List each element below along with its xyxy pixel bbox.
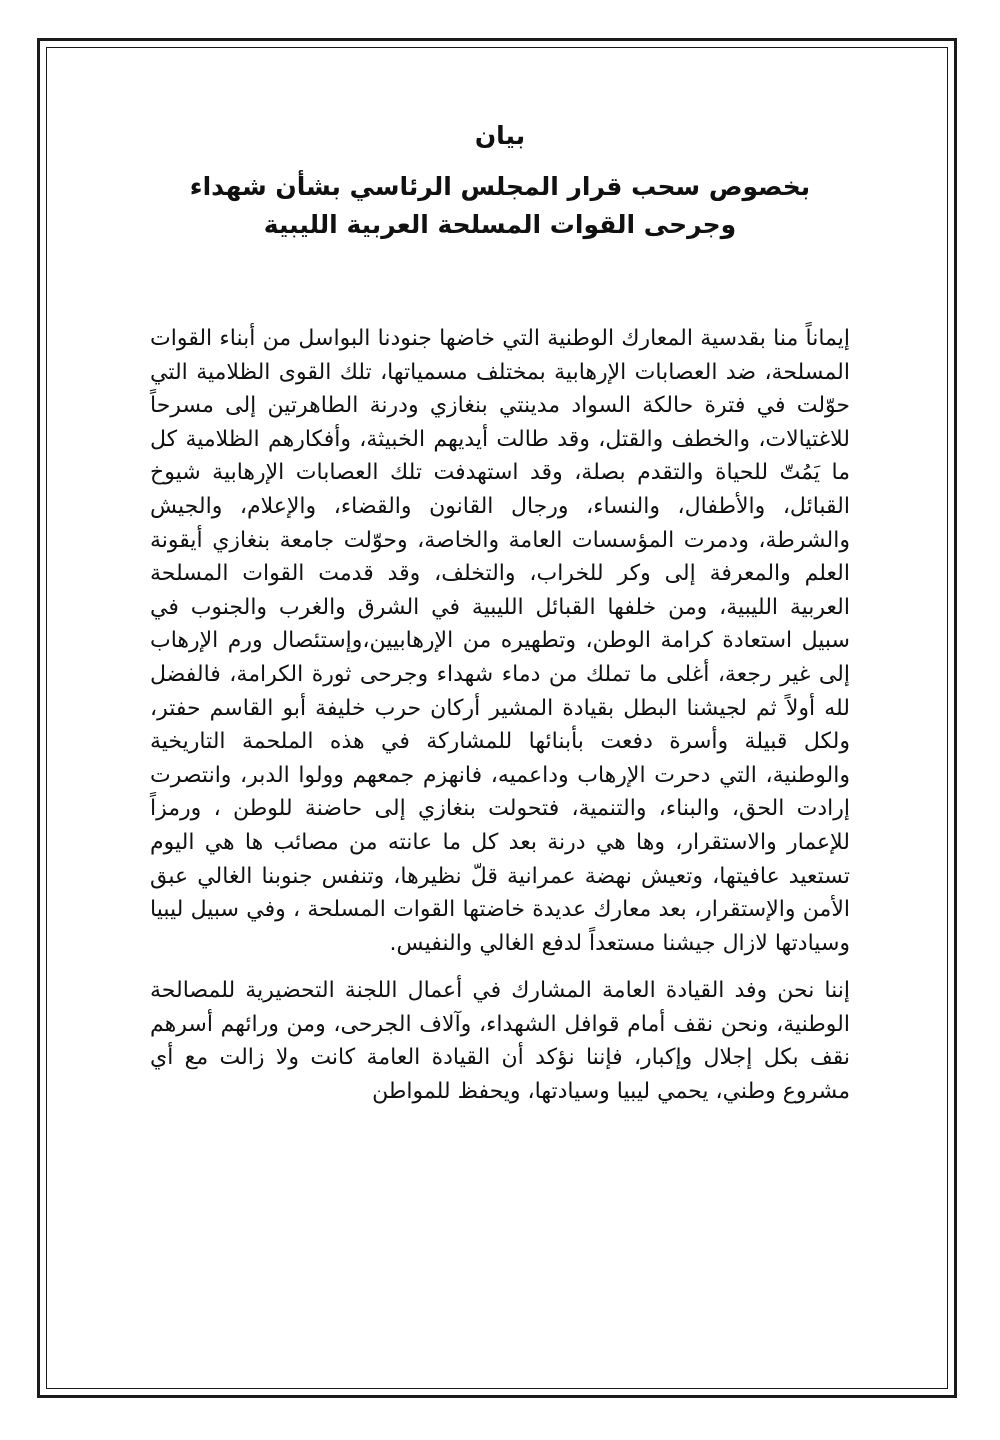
- paragraph-2: إننا نحن وفد القيادة العامة المشارك في أعمال اللجنة التحضيرية للمصالحة الوطنية، ونحن نقف أمام قوافل الشهداء، وآلاف الجرحى، ومن ورائهم أسرهم نقف بكل إجلال وإكبار، فإننا نؤكد أن القيادة العامة كانت ولا زالت مع أي مشروع وطني، يحمي ليبيا وسيادتها، ويحفظ للمواطن: [150, 978, 850, 1105]
- document-title: بيان: [474, 121, 526, 150]
- paragraph-1: إيماناً منا بقدسية المعارك الوطنية التي خاضها جنودنا البواسل من أبناء القوات المسلحة، ضد العصابات الإرهابية بمختلف مسمياتها، تلك القوى الظلامية التي حوّلت في فترة حالكة السواد مدينتي بنغازي ودرنة الطاهرتين إلى مسرحاً للاغتيالات، والخطف والقتل، وقد طالت أيديهم الخبيثة، وأفكارهم الظلامية كل ما يَمُتّ للحياة والتقدم بصلة، وقد استهدفت تلك العصابات الإرهابية شيوخ القبائل، والأطفال، والنساء، ورجال القانون والقضاء، والإعلام، والجيش والشرطة، ودمرت المؤسسات العامة والخاصة، وحوّلت جامعة بنغازي أيقونة العلم والمعرفة إلى وكر للخراب، والتخلف، وقد قدمت القوات المسلحة العربية الليبية، ومن خلفها القبائل الليبية في الشرق والغرب والجنوب في سبيل استعادة كرامة الوطن، وتطهيره من الإرهابيين،وإستئصال ورم الإرهاب إلى غير رجعة، أغلى ما تملك من دماء شهداء وجرحى ثورة الكرامة، فالفضل لله أولاً ثم لجيشنا البطل بقيادة المشير أركان حرب خليفة أبو القاسم حفتر، ولكل قبيلة وأسرة دفعت بأبنائها للمشاركة في هذه الملحمة التاريخية والوطنية، التي دحرت الإرهاب وداعميه، فانهزم جمعهم وولوا الدبر، وانتصرت إرادت الحق، والبناء، والتنمية، فتحولت بنغازي إلى حاضنة للوطن ، ورمزاً للإعمار والاستقرار، وها هي درنة بعد كل ما عانته من مصائب ها هي اليوم تستعيد عافيتها، وتعيش نهضة عمرانية قلّ نظيرها، وتنفس جنوبنا الغالي عبق الأمن والإستقرار، بعد معارك عديدة خاضتها القوات المسلحة ، وفي سبيل ليبيا وسيادتها لازال جيشنا مستعداً لدفع الغالي والنفيس.: [150, 326, 850, 956]
- statement-body: [150, 118, 850, 1109]
- document-subtitle: بخصوص سحب قرار المجلس الرئاسي بشأن شهداء وجرحى القوات المسلحة العربية الليبية: [189, 172, 811, 239]
